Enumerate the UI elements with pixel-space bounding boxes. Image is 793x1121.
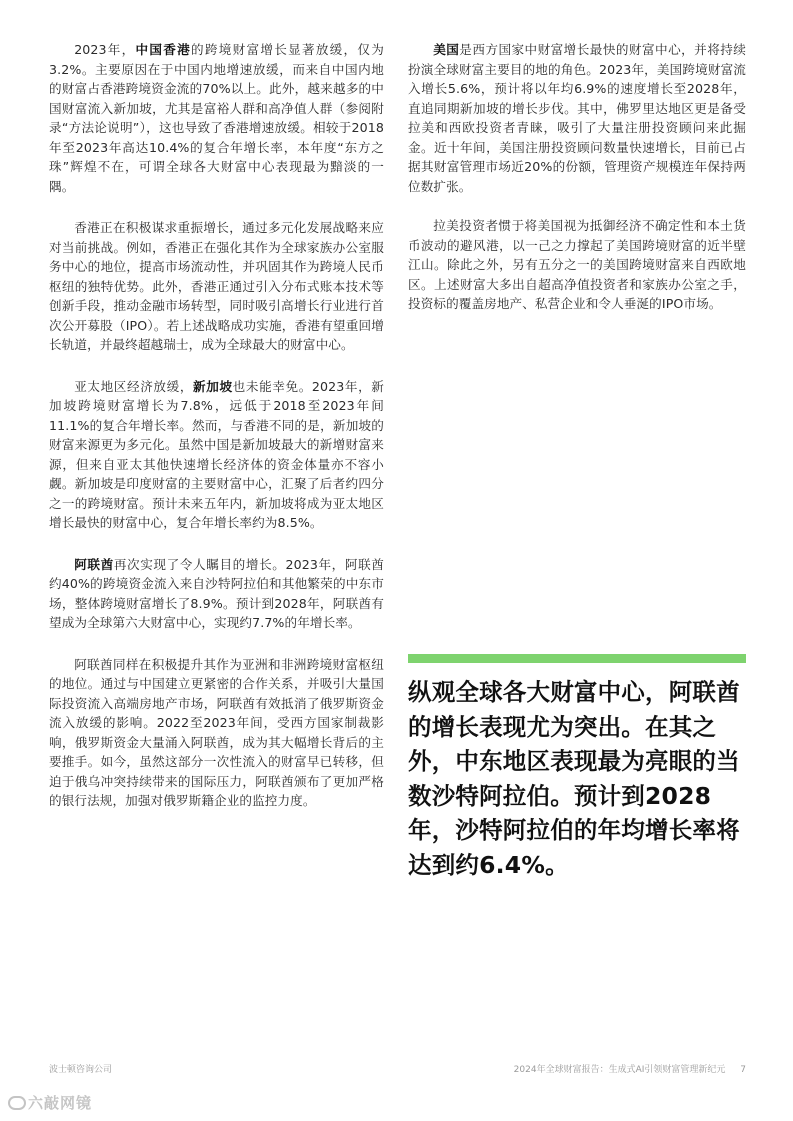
text-run: 亚太地区经济放缓， [74,378,194,394]
text-run: 的跨境财富增长显著放缓，仅为3.2%。主要原因在于中国内地增速放缓，而来自中国内地的财富占香港跨境资金流的70%以上。此外，越来越多的中国财富流入新加坡，尤其是富裕人群和高净值人群（参阅附录“方法论说明”），这也导致了香港增速放缓。相较于2018年至2023年高达10.4%的复合年增长率，本年度“东方之珠”辉煌不在，可谓全球各大财富中心表现最为黯淡的一隅。 [49,42,384,194]
bold-keyword-usa: 美国 [433,42,460,57]
watermark-logo-icon [8,1096,26,1110]
pull-quote: 纵观全球各大财富中心，阿联酋的增长表现尤为突出。在其之外，中东地区表现最为亮眼的当数沙特阿拉伯。预计到2028年，沙特阿拉伯的年均增长率将达到约6.4%。 [408,678,740,879]
bold-keyword-uae: 阿联酋 [74,556,114,572]
pull-quote-accent-bar [408,654,746,663]
page-number: 7 [740,1065,746,1075]
paragraph-usa [408,40,746,196]
paragraph-uae [49,555,384,633]
footer-publisher: 波士顿咨询公司 [49,1065,113,1075]
text-run: 也未能幸免。2023年，新加坡跨境财富增长为7.8%，远低于2018至2023年间11.1%的复合年增长率。然而，与香港不同的是，新加坡的财富来源更为多元化。虽然中国是新加坡最大的新增财富来源，但来自亚太其他快速增长经济体的资金体量亦不容小觑。新加坡是印度财富的主要财富中心，汇聚了后者约四分之一的跨境财富。预计未来五年内，新加坡将成为亚太地区增长最快的财富中心，复合年增长率约为8.5%。 [49,378,384,530]
paragraph-hong-kong-strategy: 香港正在积极谋求重振增长，通过多元化发展战略来应对当前挑战。例如，香港正在强化其作为全球家族办公室服务中心的地位，提高市场流动性，并巩固其作为跨境人民币枢纽的独特优势。此外，香港正通过引入分布式账本技术等创新手段，推动金融市场转型，同时吸引高增长行业进行首次公开募股（IPO）。若上述战略成功实施，香港有望重回增长轨道，并最终超越瑞士，成为全球最大的财富中心。 [49,220,384,352]
left-column [49,40,384,811]
text-run: 是西方国家中财富增长最快的财富中心，并将持续扮演全球财富主要目的地的角色。2023年，美国跨境财富流入增长5.6%，预计将以年均6.9%的速度增长至2028年，直追同期新加坡的增长步伐。其中，佛罗里达地区更是备受拉美和西欧投资者青睐，吸引了大量注册投资顾问来此掘金。近十年间，美国注册投资顾问数量快速增长，目前已占据其财富管理市场近20%的份额，管理资产规模连年保持两位数扩张。 [408,42,747,194]
text-run: 2023年， [74,42,136,57]
paragraph-uae-hub: 阿联酋同样在积极提升其作为亚洲和非洲跨境财富枢纽的地位。通过与中国建立更紧密的合作关系，并吸引大量国际投资流入高端房地产市场，阿联酋有效抵消了俄罗斯资金流入放缓的影响。2022至2023年间，受西方国家制裁影响，俄罗斯资金大量涌入阿联酋，成为其大幅增长背后的主要推手。如今，虽然这部分一次性流入的财富早已转移，但迫于俄乌冲突持续带来的国际压力，阿联酋颁布了更加严格的银行法规，加强对俄罗斯籍企业的监控力度。 [49,656,384,808]
watermark-text: 六敲网镜 [28,1094,93,1112]
right-column [408,40,746,314]
paragraph-latam-investors: 拉美投资者惯于将美国视为抵御经济不确定性和本土货币波动的避风港，以一己之力撑起了美国跨境财富的近半壁江山。除此之外，另有五分之一的美国跨境财富来自西欧地区。上述财富大多出自超高净值投资者和家族办公室之手，投资标的覆盖房地产、私营企业和令人垂涎的IPO市场。 [408,218,746,311]
text-run: 再次实现了令人瞩目的增长。2023年，阿联酋约40%的跨境资金流入来自沙特阿拉伯和其他繁荣的中东市场，整体跨境财富增长了8.9%。预计到2028年，阿联酋有望成为全球第六大财富中心，实现约7.7%的年增长率。 [49,556,384,630]
footer-title-text: 2024年全球财富报告：生成式AI引领财富管理新纪元 [513,1065,726,1075]
footer-report-title [514,1062,746,1075]
watermark [8,1092,92,1113]
bold-keyword-singapore: 新加坡 [193,378,233,394]
bold-keyword-hong-kong: 中国香港 [135,42,192,57]
paragraph-hong-kong [49,40,384,196]
paragraph-singapore [49,377,384,533]
